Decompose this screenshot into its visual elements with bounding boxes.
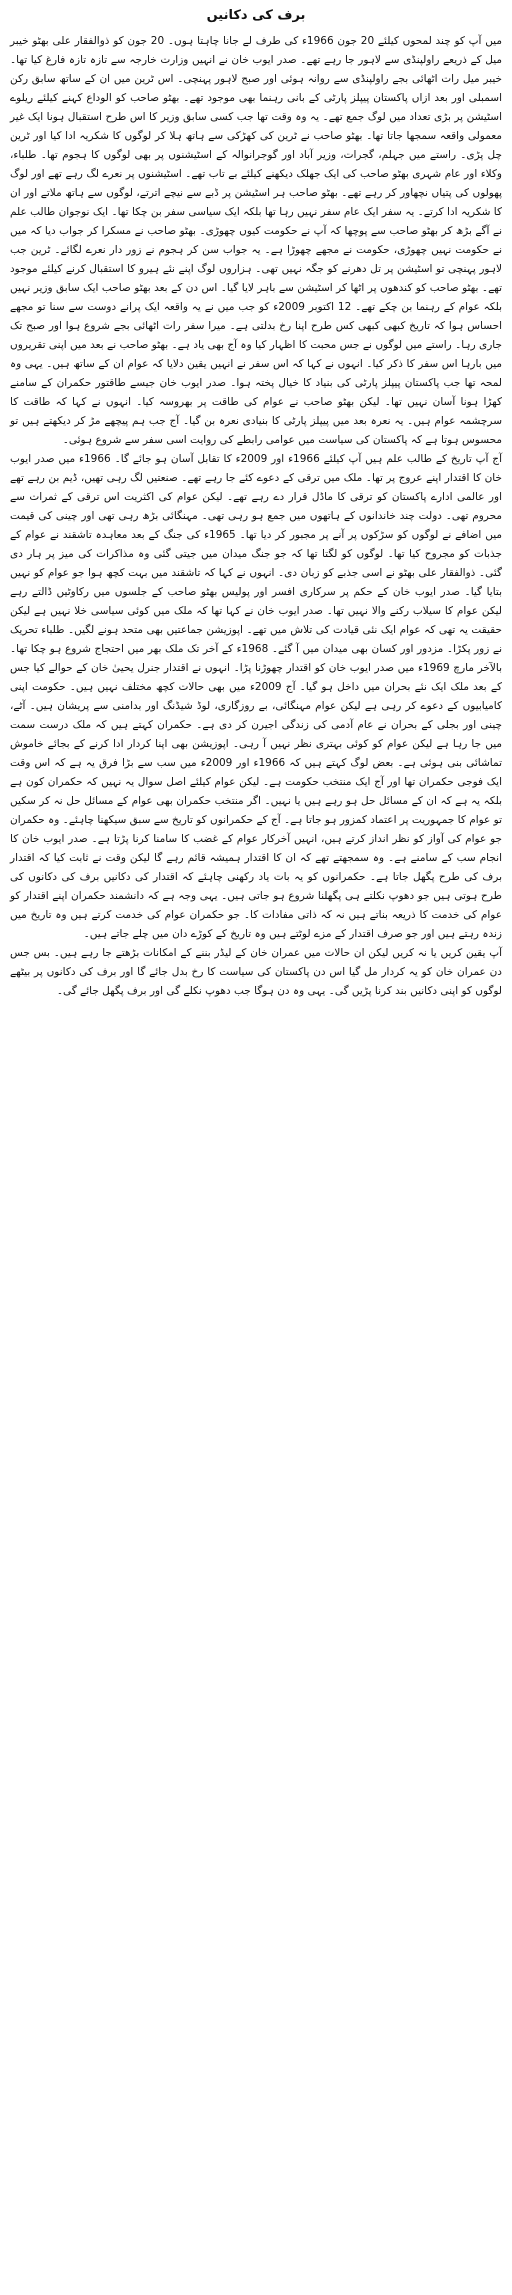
- article-paragraph-3: آپ یقین کریں یا نہ کریں لیکن ان حالات میں عمران خان کے لیڈر بننے کے امکانات بڑھتے جا رہے ہیں۔ بس جس دن عمران خان کو یہ کردار مل گیا اس دن پاکستان کی سیاست کا رخ بدل جائے گا اور برف کی دکانوں پر بیٹھے لوگوں کو اپنی دکانیں بند کرنا پڑیں گی۔ یہی وہ دن ہوگا جب دھوپ نکلے گی اور برف پگھل جائے گی۔: [10, 947, 502, 997]
- article-paragraph-1: میں آپ کو چند لمحوں کیلئے 20 جون 1966ء کی طرف لے جانا چاہتا ہوں۔ 20 جون کو ذوالفقار علی بھٹو خیبر میل کے ذریعے راولپنڈی سے لاہور جا رہے تھے۔ صدر ایوب خان نے انہیں وزارت خارجہ سے تازہ تازہ فارغ کیا تھا۔ خیبر میل رات اٹھائی بجے راولپنڈی سے روانہ ہوئی اور صبح لاہور پہنچی۔ اس ٹرین میں ان کے ساتھ سابق رکن اسمبلی اور بعد ازاں پاکستان پیپلز پارٹی کے بانی رہنما بھی موجود تھے۔ بھٹو صاحب کو الوداع کہنے کیلئے ریلوے اسٹیشن پر بڑی تعداد میں لوگ جمع تھے۔ یہ وہ وقت تھا جب کسی سابق وزیر کا اس طرح استقبال ہونا ایک غیر معمولی واقعہ سمجھا جاتا تھا۔ بھٹو صاحب نے ٹرین کی کھڑکی سے ہاتھ ہلا کر لوگوں کا شکریہ ادا کیا اور ٹرین چل پڑی۔ راستے میں جہلم، گجرات، وزیر آباد اور گوجرانوالہ کے اسٹیشنوں پر بھی لوگوں کا ہجوم تھا۔ طلباء، وکلاء اور عام شہری بھٹو صاحب کی ایک جھلک دیکھنے کیلئے بے تاب تھے۔ اسٹیشنوں پر نعرے لگ رہے تھے اور لوگ پھولوں کی پتیاں نچھاور کر رہے تھے۔ بھٹو صاحب ہر اسٹیشن پر ڈبے سے نیچے اترتے، لوگوں سے ہاتھ ملاتے اور ان کا شکریہ ادا کرتے۔ یہ سفر ایک عام سفر نہیں رہا تھا بلکہ ایک سیاسی سفر بن چکا تھا۔ ایک نوجوان طالب علم نے آگے بڑھ کر بھٹو صاحب سے پوچھا کہ آپ نے حکومت کیوں چھوڑی۔ بھٹو صاحب نے مسکرا کر جواب دیا کہ میں نے حکومت نہیں چھوڑی، حکومت نے مجھے چھوڑا ہے۔ یہ جواب سن کر ہجوم نے زور دار نعرے لگائے۔ ٹرین جب لاہور پہنچی تو اسٹیشن پر تل دھرنے کو جگہ نہیں تھی۔ ہزاروں لوگ اپنے نئے ہیرو کا استقبال کرنے کیلئے موجود تھے۔ بھٹو صاحب کو کندھوں پر اٹھا کر اسٹیشن سے باہر لایا گیا۔ اس دن کے بعد بھٹو صاحب ایک سابق وزیر نہیں بلکہ عوام کے رہنما بن چکے تھے۔ 12 اکتوبر 2009ء کو جب میں نے یہ واقعہ ایک پرانے دوست سے سنا تو مجھے احساس ہوا کہ تاریخ کبھی کبھی کس طرح اپنا رخ بدلتی ہے۔ میرا سفر رات اٹھائی بجے شروع ہوا اور صبح تک جاری رہا۔ راستے میں لوگوں نے جس محبت کا اظہار کیا وہ آج بھی یاد ہے۔ بھٹو صاحب نے بعد میں اپنی تقریروں میں بارہا اس سفر کا ذکر کیا۔ انہوں نے کہا کہ اس سفر نے انہیں یقین دلایا کہ عوام ان کے ساتھ ہیں۔ یہی وہ لمحہ تھا جب پاکستان پیپلز پارٹی کی بنیاد کا خیال پختہ ہوا۔ صدر ایوب خان جیسے طاقتور حکمران کے سامنے کھڑا ہونا آسان نہیں تھا۔ لیکن بھٹو صاحب نے عوام کی طاقت پر بھروسہ کیا۔ انہوں نے کہا کہ طاقت کا سرچشمہ عوام ہیں۔ یہ نعرہ بعد میں پیپلز پارٹی کا بنیادی نعرہ بن گیا۔ آج جب ہم پیچھے مڑ کر دیکھتے ہیں تو محسوس ہوتا ہے کہ پاکستان کی سیاست میں عوامی رابطے کی روایت اسی سفر سے شروع ہوئی۔: [10, 35, 502, 446]
- article-title: برف کی دکانیں: [206, 8, 306, 23]
- article-paragraph-2: آج آپ تاریخ کے طالب علم ہیں آپ کیلئے 1966ء اور 2009ء کا تقابل آسان ہو جائے گا۔ 1966ء میں صدر ایوب خان کا اقتدار اپنے عروج پر تھا۔ ملک میں ترقی کے دعوے کئے جا رہے تھے۔ صنعتیں لگ رہی تھیں، ڈیم بن رہے تھے اور عالمی ادارے پاکستان کو ترقی کا ماڈل قرار دے رہے تھے۔ لیکن عوام کی اکثریت اس ترقی کے ثمرات سے محروم تھی۔ دولت چند خاندانوں کے ہاتھوں میں جمع ہو رہی تھی۔ مہنگائی بڑھ رہی تھی اور چینی کی قیمت میں اضافے نے لوگوں کو سڑکوں پر آنے پر مجبور کر دیا تھا۔ 1965ء کی جنگ کے بعد معاہدہ تاشقند نے عوام کے جذبات کو مجروح کیا تھا۔ لوگوں کو لگتا تھا کہ جو جنگ میدان میں جیتی گئی وہ مذاکرات کی میز پر ہار دی گئی۔ ذوالفقار علی بھٹو نے اسی جذبے کو زبان دی۔ انہوں نے کہا کہ تاشقند میں بہت کچھ ہوا جو عوام کو نہیں بتایا گیا۔ صدر ایوب خان کے حکم پر سرکاری افسر اور پولیس بھٹو صاحب کے جلسوں میں رکاوٹیں ڈالتے رہے لیکن عوام کا سیلاب رکنے والا نہیں تھا۔ صدر ایوب خان نے کہا تھا کہ ملک میں کوئی سیاسی خلا نہیں ہے لیکن حقیقت یہ تھی کہ عوام ایک نئی قیادت کی تلاش میں تھے۔ اپوزیشن جماعتیں بھی متحد ہونے لگیں۔ طلباء تحریک نے زور پکڑا۔ مزدور اور کسان بھی میدان میں آ گئے۔ 1968ء کے آخر تک ملک بھر میں احتجاج شروع ہو چکا تھا۔ بالآخر مارچ 1969ء میں صدر ایوب خان کو اقتدار چھوڑنا پڑا۔ انہوں نے اقتدار جنرل یحییٰ خان کے حوالے کیا جس کے بعد ملک ایک نئے بحران میں داخل ہو گیا۔ آج 2009ء میں بھی حالات کچھ مختلف نہیں ہیں۔ حکومت اپنی کامیابیوں کے دعوے کر رہی ہے لیکن عوام مہنگائی، بے روزگاری، لوڈ شیڈنگ اور بدامنی سے پریشان ہیں۔ آٹے، چینی اور بجلی کے بحران نے عام آدمی کی زندگی اجیرن کر دی ہے۔ حکمران کہتے ہیں کہ ملک درست سمت میں جا رہا ہے لیکن عوام کو کوئی بہتری نظر نہیں آ رہی۔ اپوزیشن بھی اپنا کردار ادا کرنے کے بجائے خاموش تماشائی بنی ہوئی ہے۔ بعض لوگ کہتے ہیں کہ 1966ء اور 2009ء میں سب سے بڑا فرق یہ ہے کہ اس وقت ایک فوجی حکمران تھا اور آج ایک منتخب حکومت ہے۔ لیکن عوام کیلئے اصل سوال یہ نہیں کہ حکمران کون ہے بلکہ یہ ہے کہ ان کے مسائل حل ہو رہے ہیں یا نہیں۔ اگر منتخب حکمران بھی عوام کے مسائل حل نہ کر سکیں تو عوام کا جمہوریت پر اعتماد کمزور ہو جاتا ہے۔ آج کے حکمرانوں کو تاریخ سے سبق سیکھنا چاہئے۔ وہ حکمران جو عوام کی آواز کو نظر انداز کرتے ہیں، انہیں آخرکار عوام کے غضب کا سامنا کرنا پڑتا ہے۔ صدر ایوب خان کا انجام سب کے سامنے ہے۔ وہ سمجھتے تھے کہ ان کا اقتدار ہمیشہ قائم رہے گا لیکن وقت نے ثابت کیا کہ اقتدار برف کی طرح پگھل جاتا ہے۔ حکمرانوں کو یہ بات یاد رکھنی چاہئے کہ اقتدار کی دکانیں برف کی دکانوں کی طرح ہوتی ہیں جو دھوپ نکلتے ہی پگھلنا شروع ہو جاتی ہیں۔ یہی وجہ ہے کہ دانشمند حکمران اپنے اقتدار کو عوام کی خدمت کا ذریعہ بناتے ہیں نہ کہ ذاتی مفادات کا۔ جو حکمران عوام کی خدمت کرتے ہیں وہ تاریخ میں زندہ رہتے ہیں اور جو صرف اقتدار کے مزے لوٹتے ہیں وہ تاریخ کے کوڑے دان میں چلے جاتے ہیں۔: [10, 453, 503, 940]
